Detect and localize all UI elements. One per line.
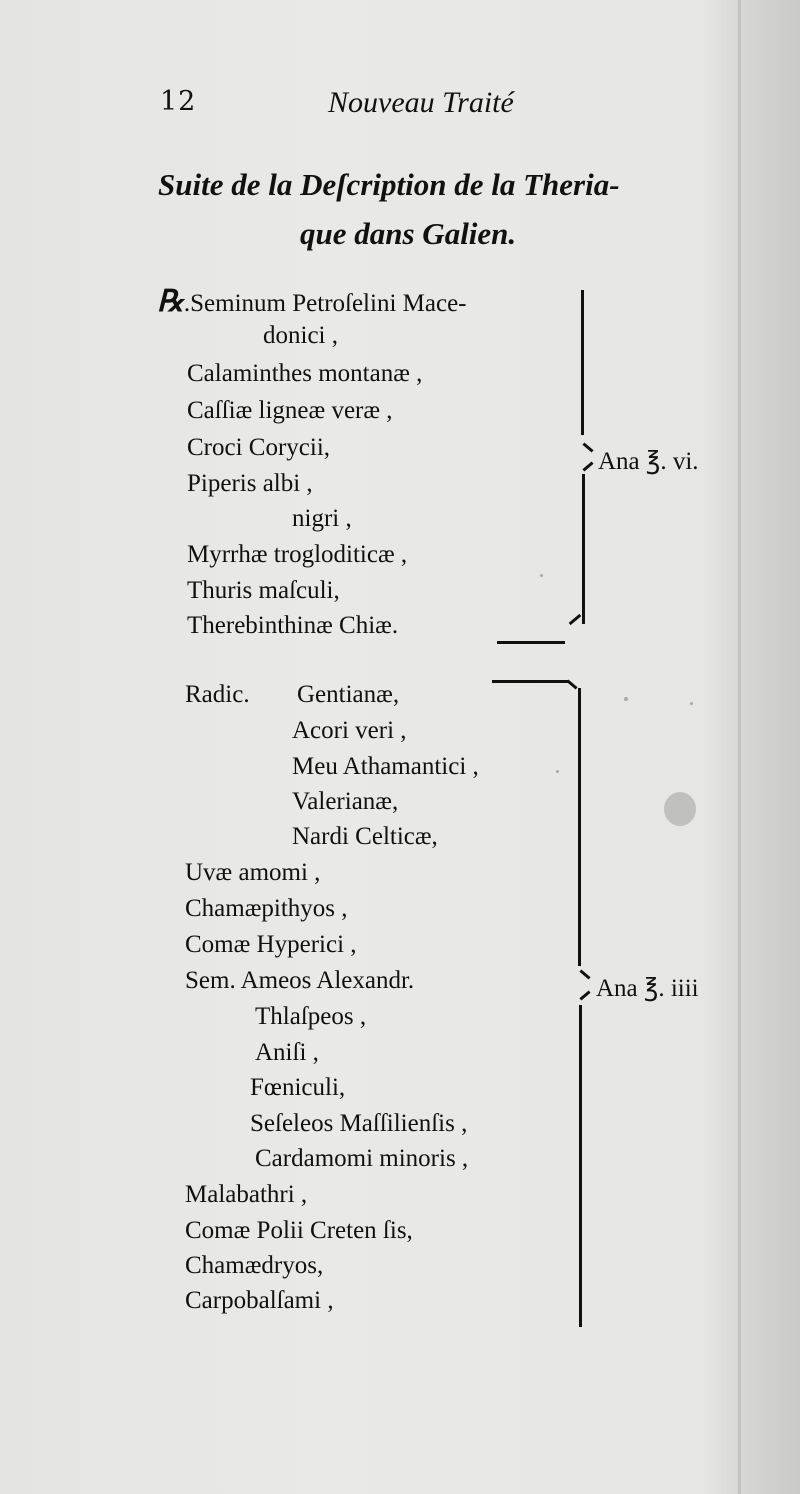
paper-speck xyxy=(690,702,693,705)
section-title-line-2: que dans Galien. xyxy=(300,216,517,251)
brace-point-top xyxy=(582,442,593,452)
paper-stain xyxy=(664,792,696,826)
ingredient-line: donici , xyxy=(263,322,338,349)
ingredient-line: Therebinthinæ Chiæ. xyxy=(187,612,399,639)
brace-point-bottom xyxy=(579,990,590,1000)
ingredient-line: Myrrhæ trogloditicæ , xyxy=(187,541,408,568)
ingredient-line: Uvæ amomi , xyxy=(185,859,321,886)
ingredient-line: Meu Athamantici , xyxy=(292,753,479,780)
ingredient-line: Comæ Hyperici , xyxy=(185,931,357,958)
ingredient-line: Thuris maſculi, xyxy=(187,577,340,604)
brace-lower xyxy=(579,1005,582,1327)
ingredient-line: Acori veri , xyxy=(292,717,407,744)
ingredient-line: Carpobalſami , xyxy=(185,1287,334,1314)
ingredient-line: Valerianæ, xyxy=(292,788,399,815)
recipe-symbol-icon: ℞ xyxy=(157,285,184,318)
brace-head xyxy=(566,679,577,689)
ingredient-line: Chamædryos, xyxy=(185,1252,324,1279)
ingredient-line: Radic. xyxy=(185,681,250,708)
section-title xyxy=(150,160,750,258)
paper-speck xyxy=(556,770,559,773)
ingredient-line: Piperis albi , xyxy=(187,470,313,497)
ingredient-line: Sem. Ameos Alexandr. xyxy=(185,967,415,994)
brace-lower xyxy=(582,474,585,624)
ingredient-line: Comæ Polii Creten ſis, xyxy=(185,1217,413,1244)
ingredient-line: Chamæpithyos , xyxy=(185,895,348,922)
brace-foot xyxy=(569,614,582,625)
page-number: 12 xyxy=(160,86,197,117)
brace-point-top xyxy=(579,969,590,979)
paper-speck xyxy=(624,697,628,701)
bracket-lead-line xyxy=(492,680,568,683)
ingredient-line: ℞.Seminum Petroſelini Mace- xyxy=(157,285,467,318)
running-title: Nouveau Traité xyxy=(328,86,514,119)
ingredient-line: Gentianæ, xyxy=(297,681,400,708)
dose-label: Ana ℥. vi. xyxy=(598,448,699,475)
ingredient-line: nigri , xyxy=(292,505,352,532)
section-title-line-1: Suite de la Deſcription de la Theria- xyxy=(158,167,620,202)
ingredient-line: Caſſiæ ligneæ veræ , xyxy=(187,397,393,424)
ingredient-line: Calaminthes montanæ , xyxy=(187,360,423,387)
brace-upper xyxy=(581,290,584,435)
ingredient-line: Seſeleos Maſſilienſis , xyxy=(250,1110,468,1137)
brace-upper xyxy=(578,688,581,966)
ingredient-line: Croci Corycii, xyxy=(187,434,331,461)
ingredient-line: Malabathri , xyxy=(185,1181,308,1208)
ingredient-line: Thlaſpeos , xyxy=(255,1003,367,1030)
ingredient-line: Cardamomi minoris , xyxy=(255,1145,469,1172)
paper-speck xyxy=(540,574,543,577)
ingredient-line: Nardi Celticæ, xyxy=(292,823,438,850)
ingredient-line: Fœniculi, xyxy=(250,1074,346,1101)
brace-point-bottom xyxy=(582,461,593,471)
dose-label: Ana ℥. iiii xyxy=(596,975,699,1002)
ingredient-line: Aniſi , xyxy=(255,1039,319,1066)
running-head xyxy=(160,86,600,126)
bracket-lead-line xyxy=(497,641,565,644)
